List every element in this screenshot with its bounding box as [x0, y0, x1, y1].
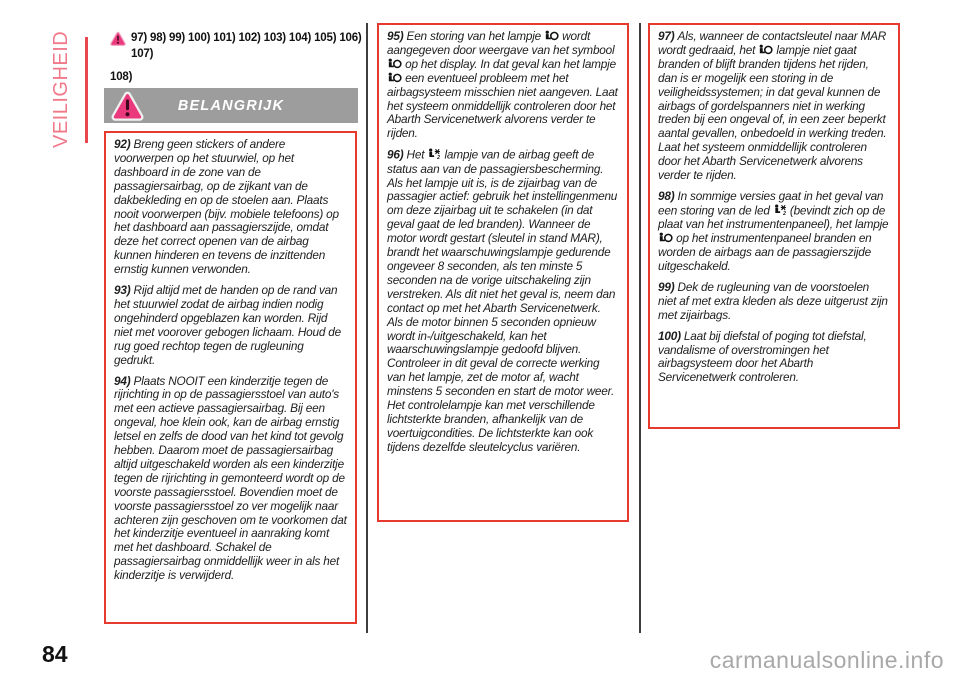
sidebar-section-label: VEILIGHEID	[50, 30, 72, 148]
note-box-column-1	[104, 131, 357, 624]
side-airbag-warning-icon	[427, 148, 441, 160]
note-number: 96)	[387, 147, 407, 162]
airbag-warning-icon	[387, 58, 402, 69]
note-reference-numbers-line2: 108)	[110, 71, 133, 83]
note-number: 100)	[658, 328, 684, 343]
svg-text:2: 2	[437, 155, 441, 160]
airbag-warning-icon	[544, 30, 559, 41]
watermark-link[interactable]: carmanualsonline.info	[709, 647, 944, 673]
airbag-warning-icon	[658, 232, 673, 243]
note-number: 93)	[114, 283, 134, 298]
note-reference-numbers-line1: 97) 98) 99) 100) 101) 102) 103) 104) 105) 106) 107)	[131, 32, 362, 60]
banner-title: BELANGRIJK	[177, 97, 285, 114]
airbag-warning-icon	[758, 44, 773, 55]
important-banner	[104, 88, 358, 123]
manual-note-92: 92) Breng geen stickers of andere voorwerpen op het stuurwiel, op het dashboard in de zone van de passagiersairbag, op de zijkant van de dakbekleding en op de stoelen aan. Plaats nooit voorwerpen (bijv. mobiele telefoons) op het dashboard aan passagierszijde, omdat deze het correct openen van de airbag kunnen hinderen en tevens de inzittenden ernstig kunnen verwonden.	[114, 137, 339, 277]
manual-note-99: 99) Dek de rugleuning van de voorstoelen niet af met extra kleden als deze uitgerust zijn met zijairbags.	[658, 279, 888, 322]
note-box-column-2	[377, 23, 629, 522]
note-number: 99)	[658, 279, 678, 294]
manual-note-97: 97) Als, wanneer de contactsleutel naar MAR wordt gedraaid, het lampje niet gaat branden of blijft branden tijdens het rijden, dan is er mogelijk een storing in de veiligheidssystemen; in dat geval kunnen de airbags of gordelspanners niet in werking treden bij een ongeval of, in een zeer beperkt aantal gevallen, onbedoeld in werking treden. Laat het systeem onmiddellijk controleren door het Abarth Servicenetwerk alvorens verder te rijden.	[658, 29, 887, 183]
manual-note-100: 100) Laat bij diefstal of poging tot diefstal, vandalisme of overstromingen het airbagsysteem door het Abarth Servicenetwerk controleren.	[658, 328, 867, 385]
note-number: 92)	[114, 137, 134, 151]
page-number: 84	[42, 641, 68, 667]
sidebar-accent-line	[85, 37, 88, 143]
warning-triangle-icon	[110, 31, 126, 46]
svg-text:2: 2	[782, 210, 786, 216]
manual-note-94: 94) Plaats NOOIT een kinderzitje tegen de rijrichting in op de passagiersstoel van auto's met een actieve passagiersairbag. Bij een ongeval, hoe klein ook, kan de airbag ernstig letsel en zelfs de dood van het kind tot gevolg hebben. Daarom moet de passagiersairbag altijd uitgeschakeld worden als een kinderzitje tegen de rijrichting in gemonteerd wordt op de voorste passagiersstoel. Bovendien moet de voorste passagiersstoel zo ver mogelijk naar achteren zijn geschoven om te voorkomen dat het kinderzitje eventueel in aanraking komt met het dashboard. Schakel de passagiersairbag onmiddellijk weer in als het kinderzitje is verwijderd.	[114, 373, 347, 583]
side-airbag-warning-icon	[773, 204, 787, 216]
note-number: 98)	[658, 188, 678, 203]
manual-note-98: 98) In sommige versies gaat in het geval van een storing van de led 2 (bevindt zich op de plaat van het instrumentenpaneel), het lampje op het instrumentenpaneel branden en worden de airbags aan de passagierszijde uitgeschakeld.	[658, 188, 889, 273]
column-divider-1	[366, 23, 368, 633]
note-number: 95)	[387, 29, 407, 43]
airbag-warning-icon	[387, 72, 402, 83]
manual-note-95: 95) Een storing van het lampje wordt aangegeven door weergave van het symbool op het display. In dat geval kan het lampje een eventueel probleem met het airbagsysteem misschien niet aangeven. Laat het systeem onmiddellijk controleren door het Abarth Servicenetwerk alvorens verder te rijden.	[387, 29, 618, 141]
note-box-column-3	[648, 23, 900, 429]
note-number: 97)	[658, 29, 678, 43]
manual-note-96: 96) Het 2 lampje van de airbag geeft de status aan van de passagiersbescherming. Als het lampje uit is, is de zijairbag van de passagier actief: gebruik het instellingenmenu om deze zijairbag uit te schakelen (in dat geval gaat de led branden). Wanneer de motor wordt gestart (sleutel in stand MAR), brandt het waarschuwingslampje gedurende ongeveer 8 seconden, als ten minste 5 seconden na de vorige uitschakeling zijn verstreken. Als dit niet het geval is, neem dan contact op met het Abarth Servicenetwerk. Als de motor binnen 5 seconden opnieuw wordt in-/uitgeschakeld, kan het waarschuwingslampje gedoofd blijven. Controleer in dit geval de correcte werking van het lampje, zet de motor af, wacht minstens 5 seconden en start de motor weer. Het controlelampje kan met verschillende lichtsterkte branden, afhankelijk van de voertuigcondities. De lichtsterkte kan ook tijdens dezelfde sleutelcyclus variëren.	[387, 147, 618, 454]
note-number: 94)	[114, 373, 134, 388]
manual-note-93: 93) Rijd altijd met de handen op de rand van het stuurwiel zodat de airbag indien nodig ongehinderd opgeblazen kan worden. Rijd niet met voorover gebogen lichaam. Houd de rug goed rechtop tegen de rugleuning gedrukt.	[114, 283, 342, 367]
column-divider-2	[639, 23, 641, 633]
note-reference-line	[110, 30, 362, 85]
